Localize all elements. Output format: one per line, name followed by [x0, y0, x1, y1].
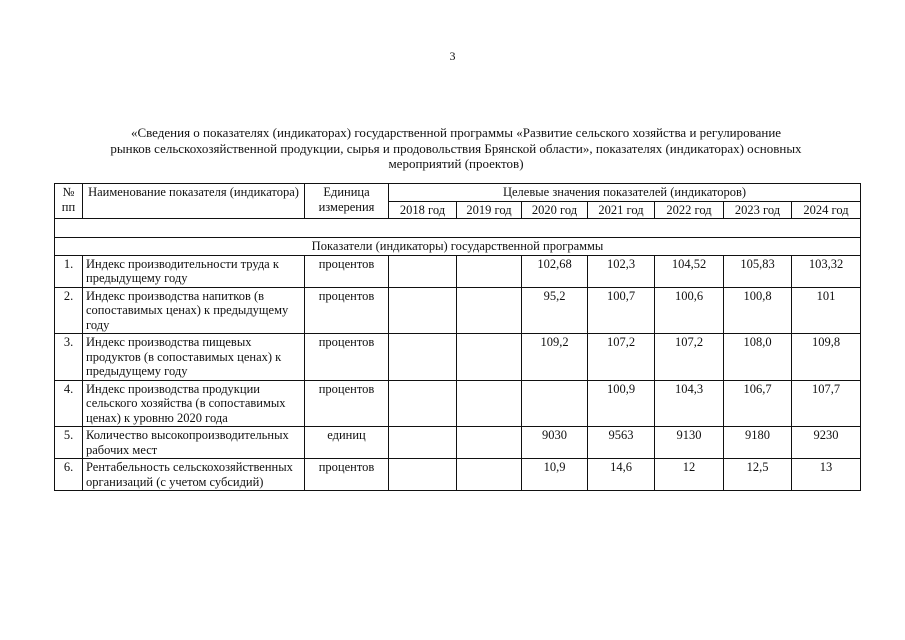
header-unit: Единица измерения: [305, 184, 389, 219]
row-value: 102,68: [522, 255, 588, 287]
title-line: «Сведения о показателях (индикаторах) государственной программы «Развитие сельского хозяйства и регулирование: [130, 125, 782, 140]
row-value: [389, 459, 457, 491]
row-value: [457, 380, 522, 427]
header-year: 2021 год: [588, 201, 655, 219]
row-value: 9030: [522, 427, 588, 459]
row-name: Индекс производства продукции сельского хозяйства (в сопоставимых ценах) к уровню 2020 года: [83, 380, 305, 427]
row-value: 100,7: [588, 287, 655, 334]
row-value: 9563: [588, 427, 655, 459]
row-value: [457, 255, 522, 287]
row-unit: единиц: [305, 427, 389, 459]
row-unit: процентов: [305, 255, 389, 287]
row-num: 4.: [55, 380, 83, 427]
row-value: 106,7: [724, 380, 792, 427]
document-title: [52, 125, 860, 172]
row-value: 9230: [792, 427, 861, 459]
header-gap-row: [55, 219, 861, 238]
row-value: [389, 334, 457, 381]
row-value: 100,9: [588, 380, 655, 427]
indicators-table: [54, 183, 861, 491]
table-row: [55, 334, 861, 381]
row-value: 107,2: [655, 334, 724, 381]
row-unit: процентов: [305, 459, 389, 491]
title-line: рынков сельскохозяйственной продукции, сырья и продовольствия Брянской области», показателях (индикаторах) основных: [110, 140, 802, 156]
row-name: Индекс производства пищевых продуктов (в сопоставимых ценах) к предыдущему году: [83, 334, 305, 381]
row-value: 9180: [724, 427, 792, 459]
row-unit: процентов: [305, 334, 389, 381]
row-value: 105,83: [724, 255, 792, 287]
row-value: 9130: [655, 427, 724, 459]
row-name: Индекс производства напитков (в сопоставимых ценах) к предыдущему году: [83, 287, 305, 334]
table-row: [55, 459, 861, 491]
header-year: 2019 год: [457, 201, 522, 219]
row-value: 103,32: [792, 255, 861, 287]
table-row: [55, 427, 861, 459]
row-value: 109,2: [522, 334, 588, 381]
row-num: 3.: [55, 334, 83, 381]
row-num: 1.: [55, 255, 83, 287]
row-value: 101: [792, 287, 861, 334]
row-value: 107,2: [588, 334, 655, 381]
header-year: 2020 год: [522, 201, 588, 219]
title-line: мероприятий (проектов): [388, 156, 524, 171]
row-unit: процентов: [305, 287, 389, 334]
row-value: 13: [792, 459, 861, 491]
table-row: [55, 287, 861, 334]
row-value: 100,8: [724, 287, 792, 334]
table-row: [55, 380, 861, 427]
header-year: 2018 год: [389, 201, 457, 219]
header-year: 2024 год: [792, 201, 861, 219]
table-row: [55, 255, 861, 287]
row-num: 6.: [55, 459, 83, 491]
row-value: 107,7: [792, 380, 861, 427]
row-name: Количество высокопроизводительных рабочих мест: [83, 427, 305, 459]
header-year: 2022 год: [655, 201, 724, 219]
header-year: 2023 год: [724, 201, 792, 219]
row-value: [457, 334, 522, 381]
row-value: 12: [655, 459, 724, 491]
row-value: 104,52: [655, 255, 724, 287]
row-num: 2.: [55, 287, 83, 334]
row-value: 95,2: [522, 287, 588, 334]
row-value: 102,3: [588, 255, 655, 287]
row-value: [457, 287, 522, 334]
row-value: [389, 427, 457, 459]
section-title: Показатели (индикаторы) государственной программы: [55, 238, 861, 256]
row-value: 12,5: [724, 459, 792, 491]
header-name: Наименование показателя (индикатора): [83, 184, 305, 219]
row-value: [389, 380, 457, 427]
row-value: [389, 287, 457, 334]
row-name: Рентабельность сельскохозяйственных организаций (с учетом субсидий): [83, 459, 305, 491]
row-num: 5.: [55, 427, 83, 459]
row-value: 14,6: [588, 459, 655, 491]
row-value: 10,9: [522, 459, 588, 491]
gap-cell: [55, 219, 861, 238]
row-value: 100,6: [655, 287, 724, 334]
row-value: [457, 427, 522, 459]
header-num: № пп: [55, 184, 83, 219]
section-row: [55, 238, 861, 256]
page-number: 3: [449, 49, 456, 63]
row-value: [522, 380, 588, 427]
row-name: Индекс производительности труда к предыдущему году: [83, 255, 305, 287]
row-value: [389, 255, 457, 287]
row-value: 104,3: [655, 380, 724, 427]
row-value: [457, 459, 522, 491]
row-unit: процентов: [305, 380, 389, 427]
row-value: 109,8: [792, 334, 861, 381]
header-targets: Целевые значения показателей (индикаторов): [389, 184, 861, 202]
row-value: 108,0: [724, 334, 792, 381]
